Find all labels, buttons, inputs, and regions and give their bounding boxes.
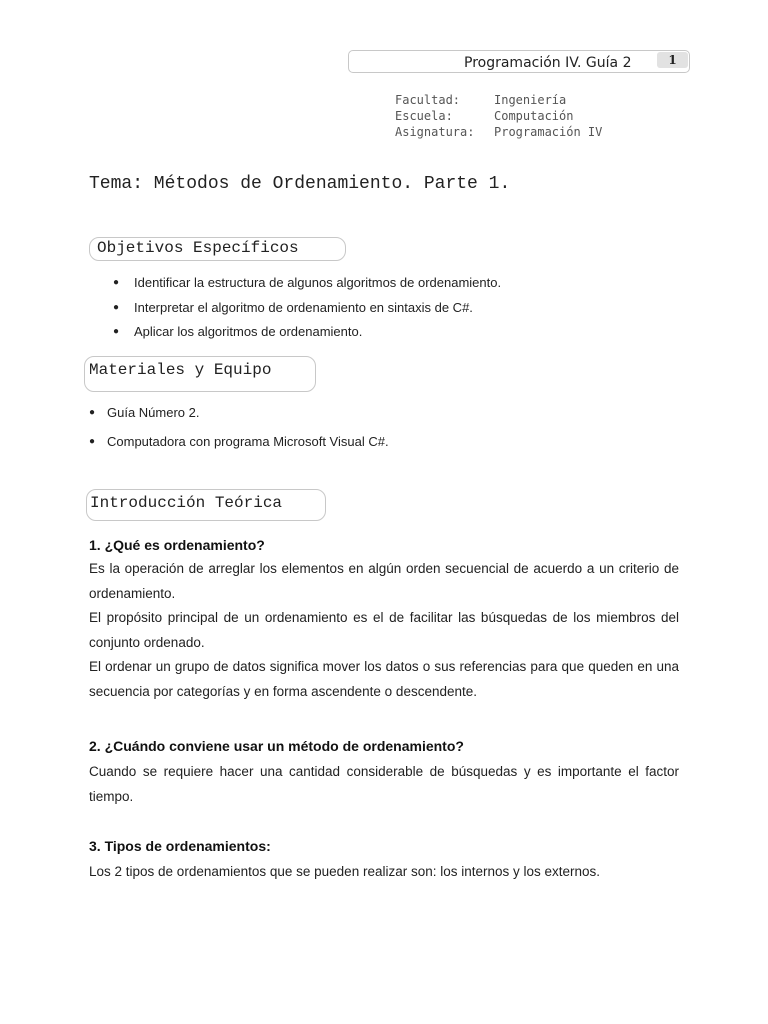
faculty-info: [395, 92, 602, 140]
objective-text: Interpretar el algoritmo de ordenamiento en sintaxis de C#.: [134, 300, 473, 315]
bullet-icon: ●: [89, 407, 96, 418]
info-value: Programación IV: [494, 125, 603, 139]
section-body: [89, 860, 679, 885]
paragraph: Es la operación de arreglar los elementos en algún orden secuencial de acuerdo a un criterio de ordenamiento.: [89, 561, 679, 601]
info-row-faculty: [395, 92, 602, 108]
list-item: [113, 275, 501, 290]
page-number-badge: 1: [657, 52, 688, 68]
section-heading: 1. ¿Qué es ordenamiento?: [89, 537, 265, 553]
section-heading: 3. Tipos de ordenamientos:: [89, 838, 271, 854]
info-row-subject: [395, 124, 602, 140]
material-text: Computadora con programa Microsoft Visual C#.: [107, 434, 389, 449]
bullet-icon: ●: [89, 436, 96, 447]
paragraph: Cuando se requiere hacer una cantidad considerable de búsquedas y es importante el factor tiempo.: [89, 764, 679, 804]
info-value: Ingeniería: [494, 93, 567, 107]
list-item: [89, 405, 200, 420]
list-item: [89, 434, 389, 449]
section-body: [89, 760, 679, 809]
info-label: Escuela:: [395, 109, 453, 123]
paragraph: El ordenar un grupo de datos significa mover los datos o sus referencias para que queden en una secuencia por categorías y en forma ascendente o descendente.: [89, 659, 679, 699]
info-label: Asignatura:: [395, 125, 475, 139]
page-title: Tema: Métodos de Ordenamiento. Parte 1.: [89, 174, 511, 194]
bullet-icon: ●: [113, 326, 120, 337]
section-heading: 2. ¿Cuándo conviene usar un método de ordenamiento?: [89, 738, 464, 754]
paragraph: Los 2 tipos de ordenamientos que se pueden realizar son: los internos y los externos.: [89, 864, 601, 879]
course-guide-title: Programación IV. Guía 2: [464, 55, 632, 71]
list-item: [113, 300, 473, 315]
info-row-school: [395, 108, 602, 124]
objective-text: Aplicar los algoritmos de ordenamiento.: [134, 324, 363, 339]
intro-heading: Introducción Teórica: [90, 494, 283, 512]
material-text: Guía Número 2.: [107, 405, 200, 420]
objectives-heading: Objetivos Específicos: [97, 239, 299, 257]
section-body: [89, 557, 679, 704]
info-label: Facultad:: [395, 93, 461, 107]
bullet-icon: ●: [113, 302, 120, 313]
info-value: Computación: [494, 109, 574, 123]
objective-text: Identificar la estructura de algunos algoritmos de ordenamiento.: [134, 275, 502, 290]
paragraph: El propósito principal de un ordenamiento es el de facilitar las búsquedas de los miembros del conjunto ordenado.: [89, 610, 679, 650]
list-item: [113, 324, 362, 339]
bullet-icon: ●: [113, 277, 120, 288]
materials-heading: Materiales y Equipo: [89, 361, 272, 379]
